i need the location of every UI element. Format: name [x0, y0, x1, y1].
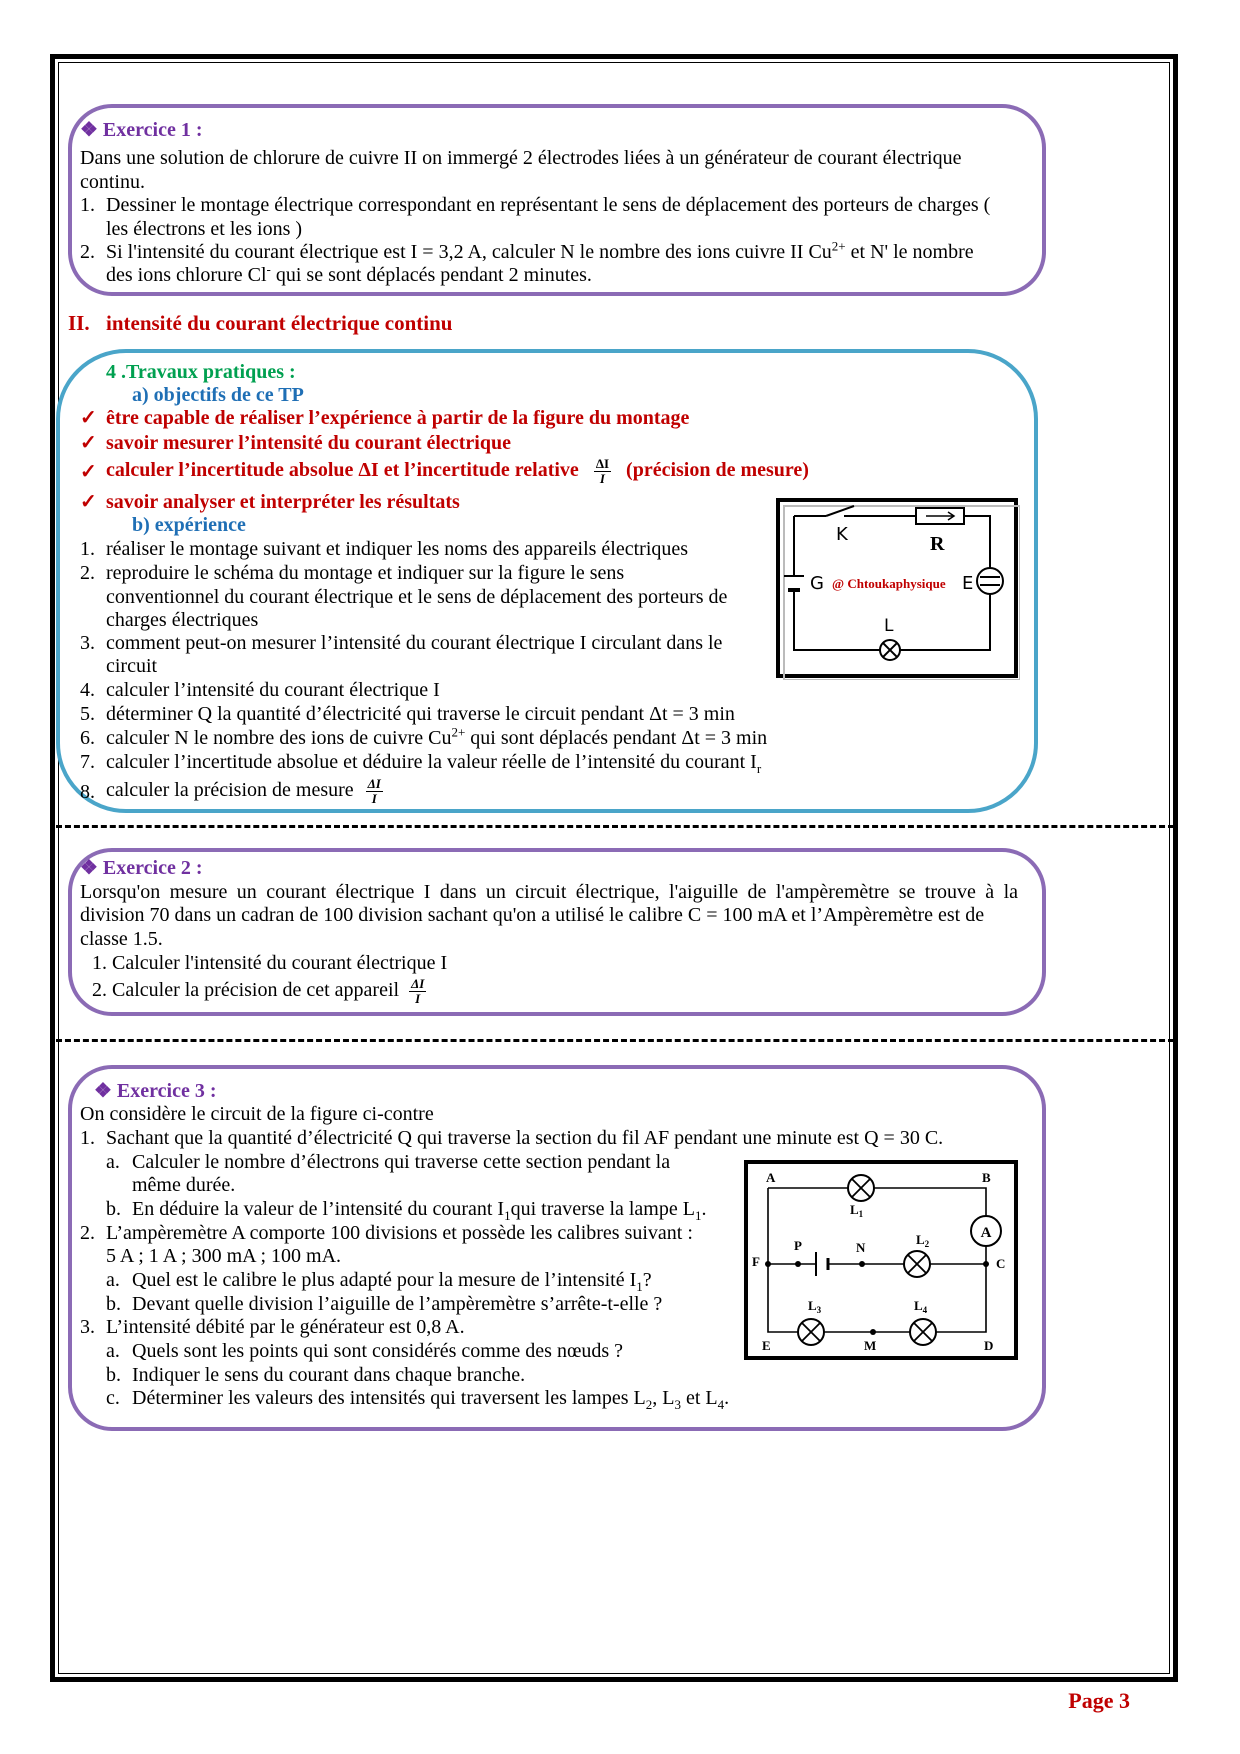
q-number: 3. — [80, 1316, 95, 1338]
q-number: 2. — [80, 1222, 95, 1244]
step-text: calculer l’incertitude absolue et déduire la valeur réelle de l’intensité du courant $I_r$ — [106, 751, 762, 776]
step-number: 7. — [80, 751, 95, 773]
q-letter: b. — [106, 1198, 121, 1220]
node-f: F — [752, 1254, 760, 1269]
exercise-3-q1: Sachant que la quantité d’électricité Q qui traverse la section du fil AF pendant une minute est Q = 30 C. — [106, 1127, 944, 1149]
page-number: Page 3 — [1068, 1688, 1130, 1713]
lamp-l4-icon — [910, 1319, 936, 1345]
step-text: circuit — [106, 655, 158, 677]
step-number: 1. — [80, 538, 95, 560]
svg-text:A: A — [980, 1225, 992, 1241]
exercise-3-title: ❖ Exercice 3 : — [94, 1080, 217, 1102]
step-text: réaliser le montage suivant et indiquer les noms des appareils électriques — [106, 538, 689, 560]
node-b: B — [982, 1170, 991, 1185]
q-letter: a. — [106, 1269, 120, 1291]
lamp-icon — [880, 640, 900, 660]
exercise-3-q1a-cont: même durée. — [132, 1174, 236, 1196]
relative-uncertainty-fraction: $\frac{\Delta I}{I}$ — [595, 455, 610, 486]
node-c: C — [996, 1256, 1006, 1271]
separator — [56, 825, 1174, 828]
node-n: N — [856, 1240, 866, 1255]
step-text: calculer l’intensité du courant électrique I — [106, 679, 440, 701]
separator — [56, 1039, 1174, 1042]
exercise-3-q3b: Indiquer le sens du courant dans chaque branche. — [132, 1364, 526, 1386]
q-letter: b. — [106, 1364, 121, 1386]
exercise-1-q2: Si l'intensité du courant électrique est I = 3,2 A, calculer N le nombre des ions cuivre II $Cu^{2+}$ et N' le nombre — [106, 238, 974, 263]
q-letter: b. — [106, 1293, 121, 1315]
step-number: 3. — [80, 632, 95, 654]
node-p: P — [794, 1238, 802, 1253]
step-number: 6. — [80, 727, 95, 749]
label-k: K — [836, 524, 848, 545]
exercise-2-p3: classe 1.5. — [80, 928, 163, 950]
electrolyser-icon — [977, 568, 1003, 594]
step-text: calculer N le nombre des ions de cuivre $Cu^{2+}$ qui sont déplacés pendant Δt = 3 min — [106, 724, 768, 749]
watermark: @ Chtoukaphysique — [832, 576, 946, 591]
step-text: reproduire le schéma du montage et indiquer sur la figure le sens — [106, 562, 625, 584]
lamp-l1-icon — [848, 1175, 874, 1201]
step-number: 5. — [80, 703, 95, 725]
label-l3: $L_3$ — [808, 1298, 822, 1315]
precision-fraction: $\frac{\Delta I}{I}$ — [367, 775, 381, 806]
exercise-2-p2: division 70 dans un cadran de 100 division sachant qu'on a utilisé le calibre C = 100 mA et l’Ampèremètre est de — [80, 904, 985, 926]
precision-fraction: $\frac{\Delta I}{I}$ — [411, 975, 425, 1006]
objective-2: savoir mesurer l’intensité du courant électrique — [106, 432, 511, 454]
label-l4: $L_4$ — [914, 1298, 928, 1315]
section-title: intensité du courant électrique continu — [106, 311, 453, 335]
exercise-2-title: ❖ Exercice 2 : — [80, 857, 203, 879]
label-l2: $L_2$ — [916, 1232, 930, 1249]
objective-1: être capable de réaliser l’expérience à partir de la figure du montage — [106, 407, 690, 429]
objective-4: savoir analyser et interpréter les résultats — [106, 491, 460, 513]
exercise-3-q2a: Quel est le calibre le plus adapté pour la mesure de l’intensité $I_1$? — [132, 1269, 652, 1294]
step-text: calculer la précision de mesure $\frac{\Delta I}{I}$ — [106, 775, 381, 806]
objective-3: calculer l’incertitude absolue ΔI et l’incertitude relative $\frac{\Delta I}{I}$ (précision de mesure) — [106, 455, 809, 486]
check-icon: ✓ — [80, 432, 97, 454]
exercise-1-title: ❖ Exercice 1 : — [80, 119, 203, 141]
exercise-3-q2-cont: 5 A ; 1 A ; 300 mA ; 100 mA. — [106, 1245, 342, 1267]
step-text: conventionnel du courant électrique et le sens de déplacement des porteurs de — [106, 586, 728, 608]
tp-title: 4 .Travaux pratiques : — [106, 361, 296, 383]
lamp-l2-icon — [904, 1251, 930, 1277]
node-m: M — [864, 1338, 877, 1353]
label-l: L — [884, 616, 894, 636]
exercise-3-q3: L’intensité débité par le générateur est 0,8 A. — [106, 1316, 465, 1338]
exercise-2-q1: 1. Calculer l'intensité du courant électrique I — [92, 952, 448, 974]
tp-objectives-heading: a) objectifs de ce TP — [132, 384, 304, 406]
exercise-1-q1: Dessiner le montage électrique correspondant en représentant le sens de déplacement des porteurs de charges ( — [106, 194, 991, 216]
node-e: E — [762, 1338, 771, 1353]
step-number: 4. — [80, 679, 95, 701]
step-text: déterminer Q la quantité d’électricité qui traverse le circuit pendant Δt = 3 min — [106, 703, 735, 725]
exercise-2-p1: Lorsqu'on mesure un courant électrique I dans un circuit électrique, l'aiguille de l'ampèremètre se trouve à la — [80, 881, 1018, 903]
tp-experiment-heading: b) expérience — [132, 514, 246, 536]
exercise-3-q2b: Devant quelle division l’aiguille de l’ampèremètre s’arrête-t-elle ? — [132, 1293, 663, 1315]
check-icon: ✓ — [80, 461, 97, 483]
section-number: II. — [68, 311, 90, 335]
exercise-1-q1-cont: les électrons et les ions ) — [106, 218, 303, 240]
q-letter: a. — [106, 1151, 120, 1173]
diagram-frame — [746, 1162, 1016, 1358]
q-letter: a. — [106, 1340, 120, 1362]
exercise-3-q3a: Quels sont les points qui sont considérés comme des nœuds ? — [132, 1340, 624, 1362]
exercise-1-intro-cont: continu. — [80, 171, 145, 193]
q-number: 1. — [80, 1127, 95, 1149]
label-l1: $L_1$ — [850, 1202, 864, 1219]
exercise-3-q3c: Déterminer les valeurs des intensités qui traversent les lampes $L_2$, $L_3$ et $L_4$. — [132, 1387, 730, 1412]
label-g: G — [810, 573, 824, 594]
exercise-1-q1-num: 1. — [80, 194, 95, 216]
tp-circuit-diagram — [776, 498, 1020, 680]
exercise-3-q1b: En déduire la valeur de l’intensité du courant $I_1qui$ traverse la lampe $L_1$. — [132, 1198, 707, 1223]
check-icon: ✓ — [80, 407, 97, 429]
exercise-3-q1a: Calculer le nombre d’électrons qui traverse cette section pendant la — [132, 1151, 671, 1173]
check-icon: ✓ — [80, 491, 97, 513]
step-text: charges électriques — [106, 609, 259, 631]
exercise-1-intro: Dans une solution de chlorure de cuivre II on immergé 2 électrodes liées à un générateur de courant électrique — [80, 147, 962, 169]
exercise-1-q2-cont: des ions chlorure Cl- qui se sont déplacés pendant 2 minutes. — [106, 261, 592, 286]
exercise-2-q2: 2. Calculer la précision de cet appareil $\frac{\Delta I}{I}$ — [92, 975, 425, 1006]
exercise-3-intro: On considère le circuit de la figure ci-contre — [80, 1103, 434, 1125]
lamp-l3-icon — [798, 1319, 824, 1345]
exercise-1-q2-num: 2. — [80, 241, 95, 263]
node-d: D — [984, 1338, 994, 1353]
q-letter: c. — [106, 1387, 120, 1409]
exercise-3-circuit-diagram — [744, 1160, 1020, 1362]
step-text: comment peut-on mesurer l’intensité du courant électrique I circulant dans le — [106, 632, 723, 654]
node-a: A — [766, 1170, 776, 1185]
label-e: E — [962, 573, 974, 594]
step-number: 8. — [80, 781, 95, 803]
label-r: R — [930, 533, 945, 555]
exercise-3-q2: L’ampèremètre A comporte 100 divisions et possède les calibres suivant : — [106, 1222, 693, 1244]
ammeter-icon — [971, 1216, 1001, 1246]
step-number: 2. — [80, 562, 95, 584]
